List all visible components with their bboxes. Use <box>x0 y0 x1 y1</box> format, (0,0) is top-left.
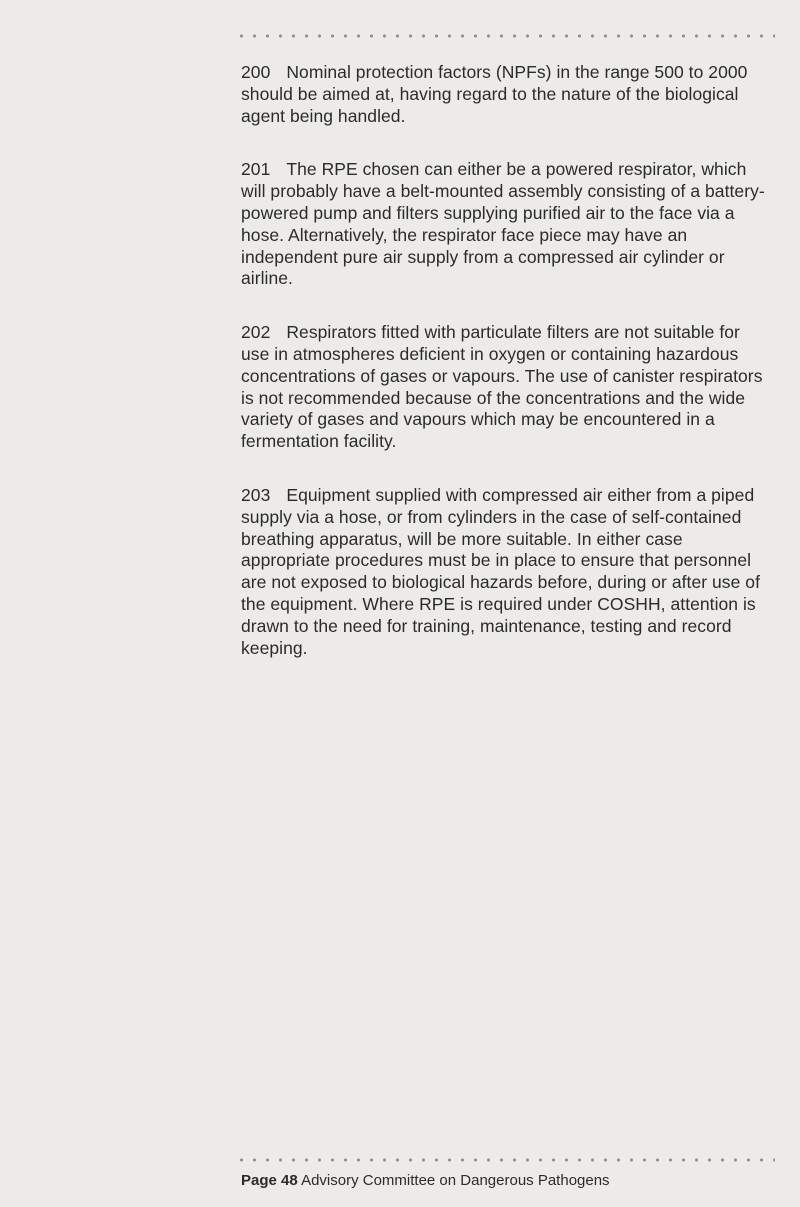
paragraph-200 <box>241 62 773 127</box>
paragraph-number: 202 <box>241 322 271 343</box>
paragraph-number: 203 <box>241 484 271 505</box>
paragraph-text: Respirators fitted with particulate filters are not suitable for use in atmospheres deficient in oxygen or containing hazardous concentrations of gases or vapours. The use of canister respirators is not recommended because of the concentrations and the wide variety of gases and vapours which may be encountered in a fermentation facility. <box>241 322 763 452</box>
footer-publisher: Advisory Committee on Dangerous Pathogens <box>301 1172 610 1189</box>
top-dotted-rule <box>235 34 775 38</box>
bottom-dotted-rule <box>235 1158 775 1162</box>
paragraph-number: 201 <box>241 159 271 180</box>
page-footer <box>241 1172 610 1190</box>
paragraph-text: The RPE chosen can either be a powered respirator, which will probably have a belt-mounted assembly consisting of a battery-powered pump and filters supplying purified air to the face via a hose. Alternatively, the respirator face piece may have an independent pure air supply from a compressed air cylinder or airline. <box>241 159 765 289</box>
page-number: Page 48 <box>241 1172 298 1189</box>
paragraph-text: Equipment supplied with compressed air either from a piped supply via a hose, or from cylinders in the case of self-contained breathing apparatus, will be more suitable. In either case appropriate procedures must be in place to ensure that personnel are not exposed to biological hazards before, during or after use of the equipment. Where RPE is required under COSHH, attention is drawn to the need for training, maintenance, testing and record keeping. <box>241 484 760 658</box>
paragraph-text: Nominal protection factors (NPFs) in the range 500 to 2000 should be aimed at, having regard to the nature of the biological agent being handled. <box>241 62 748 126</box>
paragraph-201 <box>241 159 773 290</box>
paragraph-202 <box>241 322 773 453</box>
body-text <box>241 62 773 691</box>
paragraph-203 <box>241 485 773 659</box>
paragraph-number: 200 <box>241 62 271 82</box>
